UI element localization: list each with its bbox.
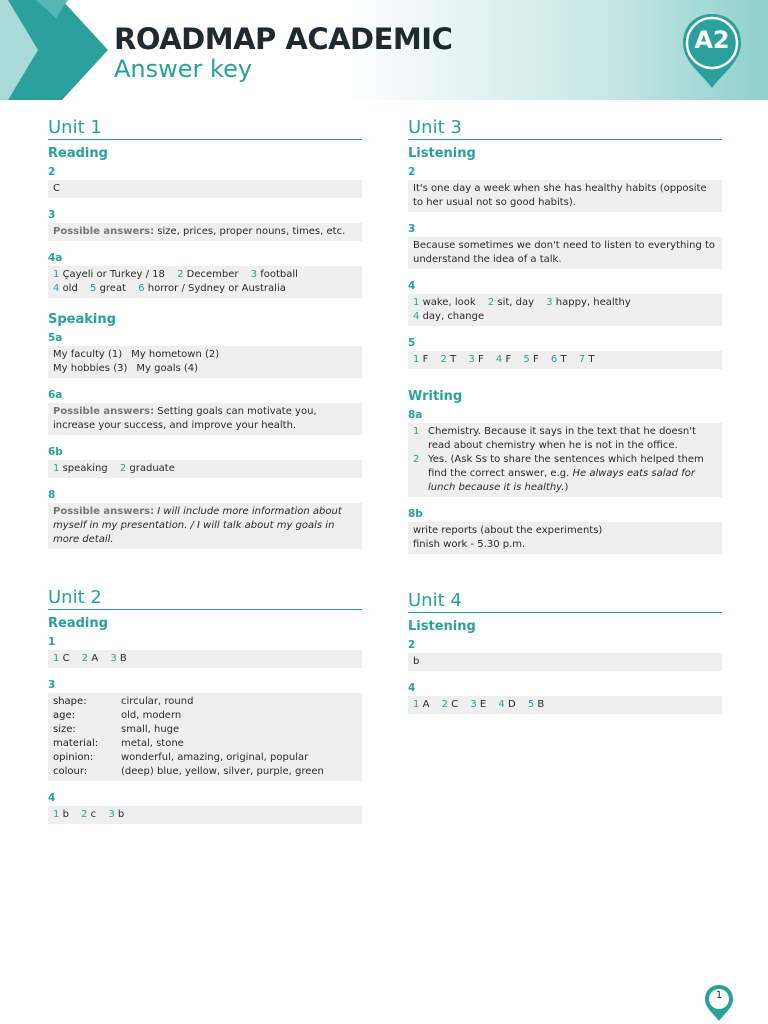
unit1-reading-section [48,146,362,298]
exercise-number: 2 [408,639,416,651]
level-badge-text: A2 [694,26,730,54]
unit-title: Unit 4 [408,590,722,613]
item-number: 2 [81,809,88,820]
answer-text: size, prices, proper nouns, times, etc. [154,226,346,237]
page-number: 1 [715,990,723,1001]
item-answer: F [422,354,429,365]
item-number: 1 [413,699,420,710]
item-number: 2 [487,297,495,308]
item-answer: graduate [129,463,175,474]
row-key: colour [53,766,84,777]
item-number: 3 [108,809,115,820]
section-title: Listening [408,146,476,161]
exercise-number: 8 [48,489,56,501]
exercise-number: 6a [48,389,63,401]
item-number: 2 [441,699,448,710]
closing-paren: ) [564,482,569,493]
row-key: shape [53,696,84,707]
item-answer: E [479,699,487,710]
item-number: 1 [413,354,420,365]
item-answer: My faculty (1) [53,349,123,360]
answer-box [48,650,362,668]
item-answer: b [62,809,69,820]
unit-4 [408,590,722,714]
unit-title: Unit 2 [48,587,362,610]
answer-text: b [413,656,420,667]
answer-line: finish work - 5.30 p.m. [413,539,526,550]
row-value: old, modern [121,710,182,721]
unit3-writing-section [408,389,722,554]
possible-answers-label: Possible answers: [53,406,155,417]
row-value: small, huge [121,724,180,735]
answer-box [48,460,362,478]
item-number: 6 [550,354,558,365]
item-number: 5 [527,699,535,710]
item-answer: great [99,283,127,294]
row-value: circular, round [121,696,194,707]
item-number: 4 [413,311,420,322]
answer-box [408,696,722,714]
table-row: colour: (deep) blue, yellow, silver, purple, green [53,766,324,777]
item-answer: F [532,354,539,365]
item-answer: T [560,354,567,365]
item-answer: speaking [62,463,108,474]
item-answer: C [451,699,459,710]
item-number: 2 [413,454,420,465]
item-answer: old [62,283,78,294]
item-number: 3 [546,297,553,308]
exercise-number: 2 [48,166,56,178]
item-answer: My hobbies (3) [53,363,128,374]
table-row: opinion: wonderful, amazing, original, popular [53,751,324,765]
item-answer: B [119,653,127,664]
item-answer: T [450,354,457,365]
item-number: 1 [53,463,60,474]
exercise-number: 1 [48,636,56,648]
unit-2 [48,587,362,824]
item-number: 1 [53,809,60,820]
unit-3 [408,117,722,554]
possible-answers-label: Possible answers: [53,506,155,517]
answer-box [408,423,722,497]
right-column [408,117,722,742]
item-number: 3 [110,653,117,664]
answer-box [48,266,362,298]
item-answer: T [588,354,595,365]
unit-title: Unit 1 [48,117,362,140]
item-number: 4 [53,283,60,294]
item-answer: D [507,699,516,710]
exercise-number: 3 [48,209,56,221]
item-answer: happy, healthy [555,297,631,308]
row-key: size [53,724,73,735]
unit2-reading-section [48,616,362,824]
page-subtitle: Answer key [114,55,253,83]
chevron-logo-icon [0,0,110,100]
item-answer: c [90,809,97,820]
item-answer: horror / Sydney or Australia [147,283,286,294]
item-answer: A [91,653,99,664]
item-number: 1 [413,426,420,437]
possible-answers-label: Possible answers: [53,226,155,237]
answer-box [48,223,362,241]
unit3-listening-section [408,146,722,369]
section-title: Speaking [48,312,116,327]
exercise-number: 3 [48,679,56,691]
section-title: Writing [408,389,463,404]
item-number: 3 [468,354,475,365]
table-row: shape: circular, round [53,695,324,709]
item-answer: Yes. (Ask Ss to share the sentences which helped them find the correct answer, e.g. [428,454,704,479]
exercise-number: 8a [408,409,423,421]
page-header [0,0,768,100]
item-number: 6 [138,283,145,294]
answer-box [48,346,362,378]
item-answer: Çayeli or Turkey / 18 [62,269,165,280]
item-answer: B [537,699,545,710]
row-key: material [53,738,95,749]
item-number: 7 [578,354,586,365]
example-sentence: He always eats salad for lunch because it is healthy. [428,468,695,493]
exercise-number: 2 [408,166,416,178]
section-title: Reading [48,146,108,161]
page-title: ROADMAP ACADEMIC [114,22,453,56]
answer-box [48,503,362,549]
exercise-number: 8b [408,508,423,520]
item-number: 4 [495,354,503,365]
row-key: opinion [53,752,90,763]
list-item [413,453,717,495]
item-answer: wake, look [422,297,476,308]
exercise-number: 3 [408,223,416,235]
unit-title: Unit 3 [408,117,722,140]
item-number: 1 [53,653,60,664]
answer-box [408,294,722,326]
section-title: Reading [48,616,108,631]
list-item [413,425,717,453]
exercise-number: 5 [408,337,416,349]
table-row: size: small, huge [53,723,324,737]
item-number: 3 [250,269,258,280]
item-answer: F [477,354,484,365]
item-answer: C [62,653,70,664]
answer-text: I will include more information about myself in my presentation. / I will talk about my goals in more detail. [53,506,342,545]
exercise-number: 4 [48,792,56,804]
answer-text: Setting goals can motivate you, increase your success, and improve your health. [53,406,317,431]
item-answer: sit, day [497,297,535,308]
item-number: 4 [498,699,505,710]
row-key: age [53,710,72,721]
item-number: 2 [177,269,184,280]
exercise-number: 4 [408,682,416,694]
item-answer: Chemistry. Because it says in the text that he doesn't read about chemistry when he is not in the office. [428,426,696,451]
item-answer: b [117,809,125,820]
answer-box: It's one day a week when she has healthy habits (opposite to her usual not so good habits). [408,180,722,212]
item-number: 5 [90,283,97,294]
table-row: material: metal, stone [53,737,324,751]
item-number: 3 [470,699,477,710]
item-number: 1 [413,297,420,308]
item-number: 5 [523,354,530,365]
exercise-number: 4 [408,280,416,292]
item-number: 2 [440,354,447,365]
answer-text: C [53,183,60,194]
answer-box [408,522,722,554]
item-answer: A [422,699,430,710]
item-number: 2 [119,463,127,474]
exercise-number: 5a [48,332,63,344]
answer-box [408,351,722,369]
answer-box [48,806,362,824]
answer-box: Because sometimes we don't need to listen to everything to understand the idea of a talk. [408,237,722,269]
item-answer: F [505,354,512,365]
answer-box [48,180,362,198]
item-answer: football [260,269,298,280]
answer-line: write reports (about the experiments) [413,525,603,536]
item-number: 2 [81,653,89,664]
item-number: 1 [53,269,60,280]
row-value: wonderful, amazing, original, popular [121,752,309,763]
left-column [48,117,362,852]
adjective-table [53,695,324,779]
unit1-speaking-section [48,312,362,549]
answer-box [48,403,362,435]
answer-box [48,693,362,781]
item-answer: My hometown (2) [131,349,220,360]
item-answer: My goals (4) [136,363,199,374]
unit4-listening-section [408,619,722,714]
answer-box [408,653,722,671]
exercise-number: 4a [48,252,63,264]
row-value: (deep) blue, yellow, silver, purple, green [121,766,324,777]
unit-1 [48,117,362,549]
table-row: age: old, modern [53,709,324,723]
row-value: metal, stone [121,738,184,749]
section-title: Listening [408,619,476,634]
item-answer: day, change [422,311,485,322]
exercise-number: 6b [48,446,63,458]
item-answer: December [186,269,239,280]
